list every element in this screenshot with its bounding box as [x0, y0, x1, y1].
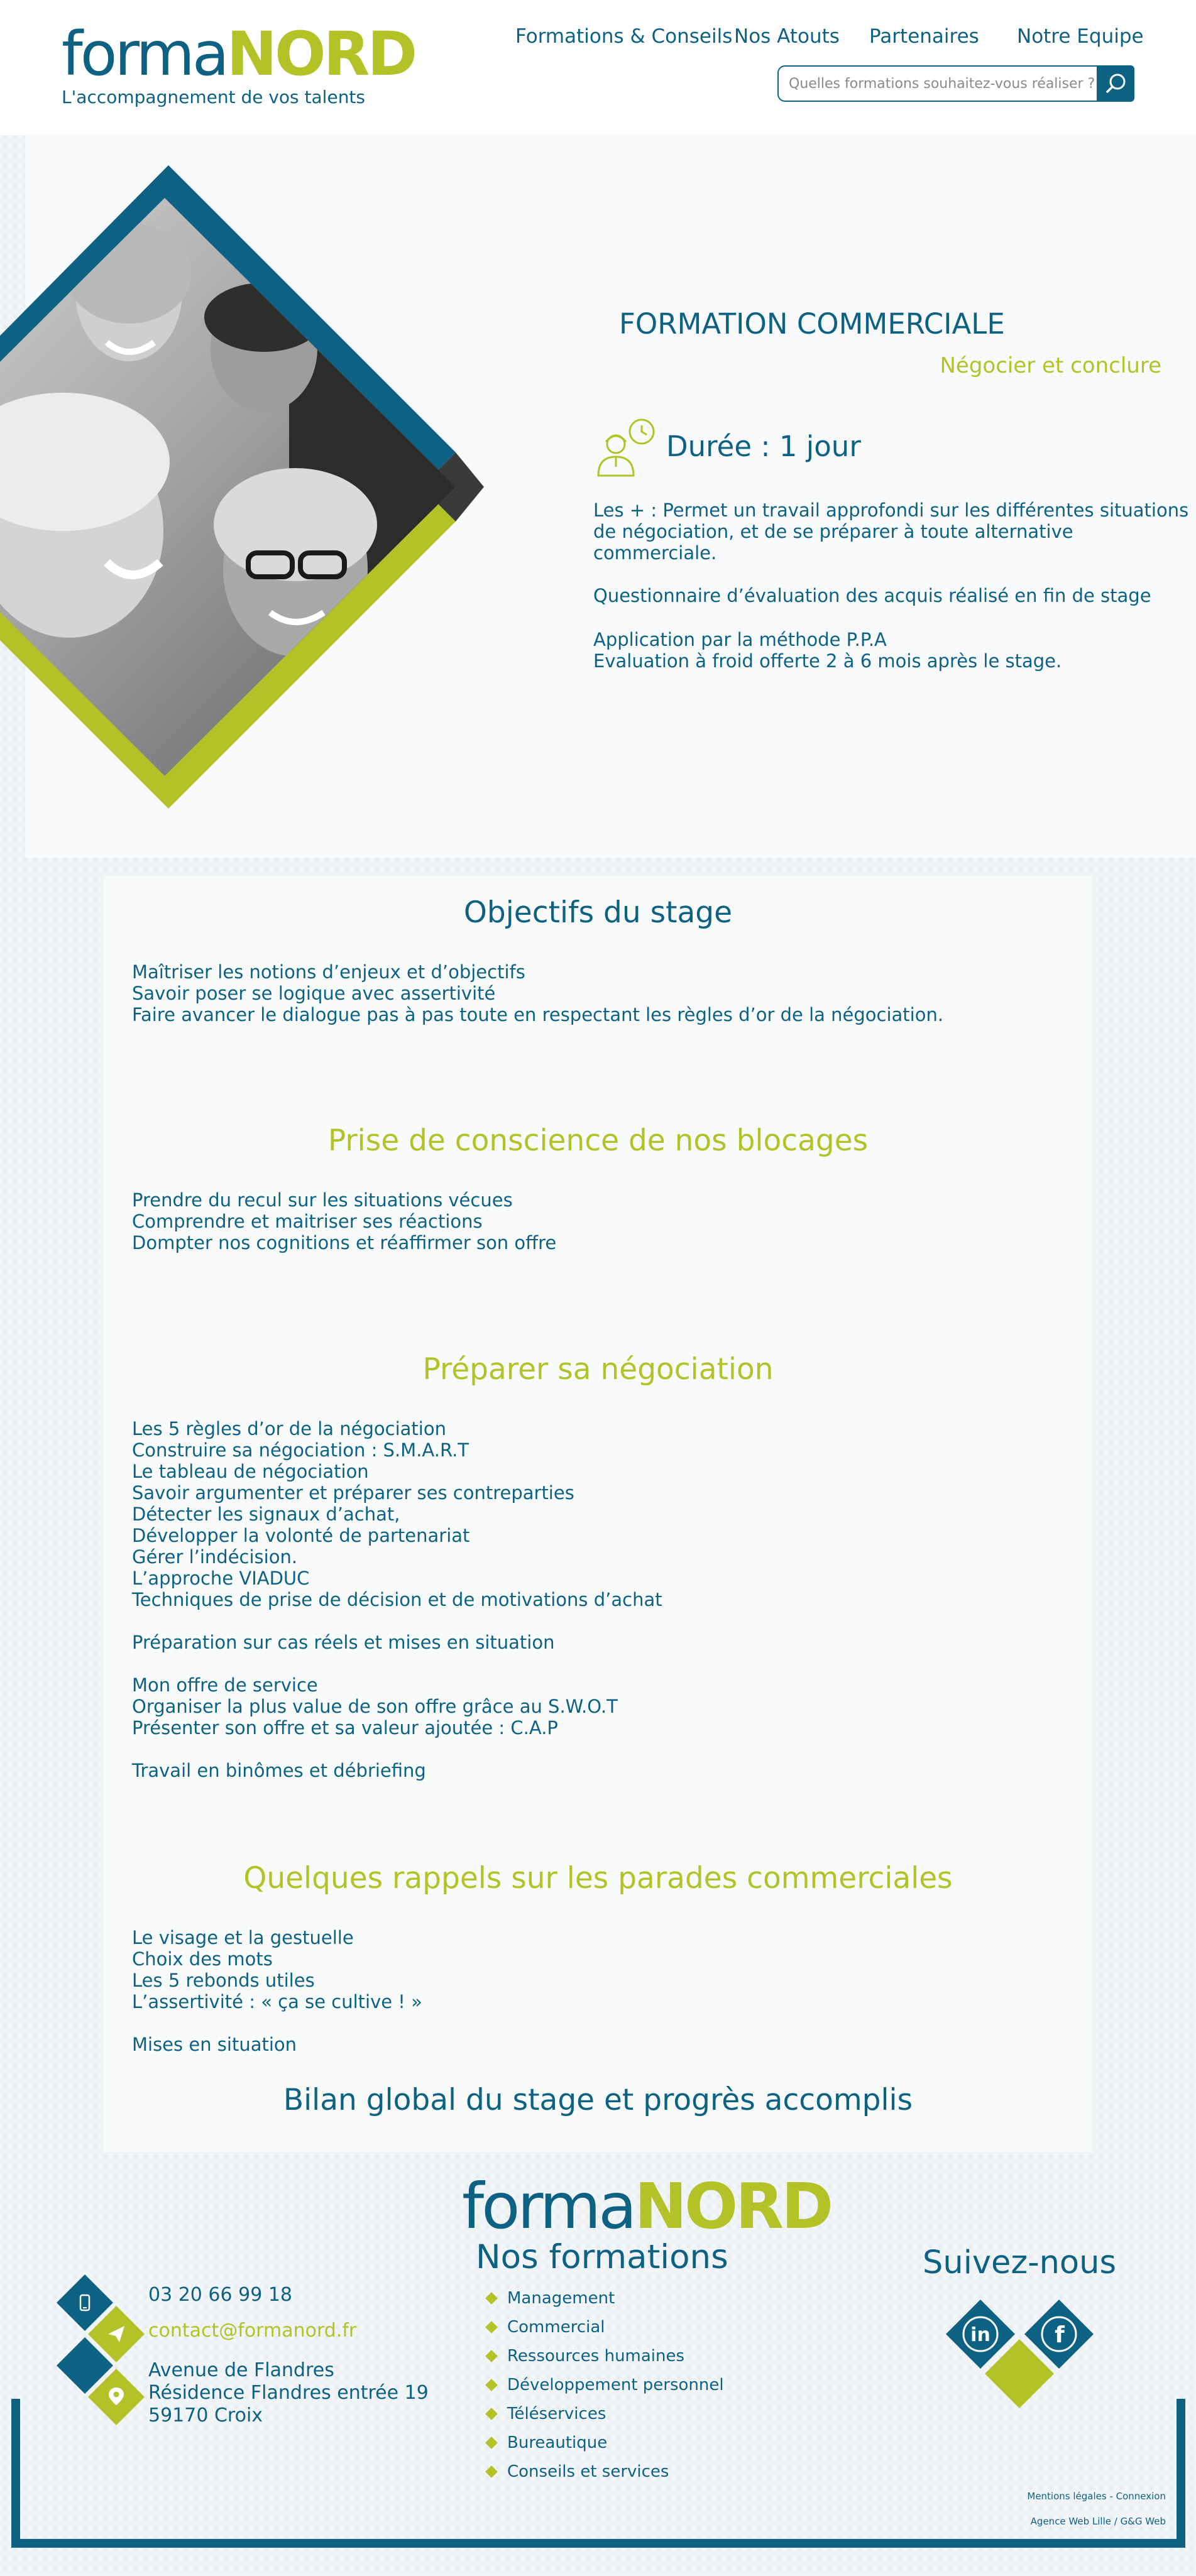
- list-item: Construire sa négociation : S.M.A.R.T: [132, 1439, 469, 1461]
- contact-diamonds: [53, 2274, 148, 2425]
- list-item: Présenter son offre et sa valeur ajoutée : C.A.P: [132, 1717, 558, 1738]
- list-item: Les 5 rebonds utiles: [132, 1970, 315, 1991]
- nav-partenaires[interactable]: Partenaires: [869, 25, 979, 48]
- linkedin-link[interactable]: [958, 2312, 1002, 2356]
- hero-text-questionnaire: Questionnaire d’évaluation des acquis réalisé en fin de stage: [593, 585, 1151, 606]
- list-item: Le visage et la gestuelle: [132, 1927, 354, 1948]
- facebook-link[interactable]: [1037, 2312, 1081, 2356]
- footer-follow-title: Suivez-nous: [923, 2244, 1117, 2281]
- hero-text-plus-3: commerciale.: [593, 542, 717, 564]
- bullet-icon: [485, 2465, 498, 2478]
- list-item: Faire avancer le dialogue pas à pas toute en respectant les règles d’or de la négociation.: [132, 1004, 944, 1025]
- facebook-icon: [1037, 2312, 1081, 2356]
- footer-formations-list: [487, 2284, 724, 2486]
- svg-text:f: f: [1055, 2322, 1065, 2348]
- section-blocages-list: [132, 1189, 556, 1253]
- list-item: L’assertivité : « ça se cultive ! »: [132, 1991, 422, 2012]
- section-objectifs-title: Objectifs du stage: [463, 895, 733, 930]
- search-button[interactable]: [1097, 65, 1134, 102]
- list-item: Mon offre de service: [132, 1674, 318, 1696]
- location-icon: [106, 2386, 127, 2407]
- site-logo[interactable]: formaNORD: [62, 19, 415, 89]
- list-item: Détecter les signaux d’achat,: [132, 1504, 400, 1525]
- footer-logo[interactable]: formaNORD: [462, 2169, 831, 2243]
- phone-icon: [75, 2293, 94, 2312]
- hero-text-plus-1: Les + : Permet un travail approfondi sur les différentes situations: [593, 499, 1189, 521]
- hero-photo-diamond: [0, 160, 497, 858]
- list-item: Comprendre et maitriser ses réactions: [132, 1211, 483, 1232]
- bullet-icon: [485, 2437, 498, 2449]
- search-input[interactable]: [779, 67, 1098, 101]
- list-item: Savoir poser se logique avec assertivité: [132, 983, 496, 1004]
- footer-link-commercial[interactable]: Commercial: [487, 2313, 724, 2342]
- bullet-icon: [485, 2408, 498, 2420]
- footer-address: [148, 2359, 429, 2427]
- hero-text-ppa: Application par la méthode P.P.A: [593, 629, 887, 650]
- footer-link-teleservices[interactable]: Téléservices: [487, 2399, 724, 2428]
- hero-text-evaluation: Evaluation à froid offerte 2 à 6 mois après le stage.: [593, 650, 1062, 672]
- nav-nos-atouts[interactable]: Nos Atouts: [734, 25, 840, 48]
- list-item: Techniques de prise de décision et de motivations d’achat: [132, 1589, 662, 1610]
- footer-link-management[interactable]: Management: [487, 2284, 724, 2313]
- footer-link-rh[interactable]: Ressources humaines: [487, 2342, 724, 2371]
- bullet-icon: [485, 2321, 498, 2333]
- section-blocages-title: Prise de conscience de nos blocages: [327, 1123, 869, 1158]
- list-item: Mises en situation: [132, 2034, 297, 2055]
- list-item: Dompter nos cognitions et réaffirmer son offre: [132, 1232, 557, 1253]
- svg-text:in: in: [970, 2324, 990, 2346]
- hero-text-plus-2: de négociation, et de se préparer à toute alternative: [593, 521, 1073, 542]
- search-icon: [1097, 65, 1134, 102]
- section-preparer-list: [132, 1418, 662, 1781]
- site-tagline: L'accompagnement de vos talents: [62, 87, 365, 107]
- list-item: Maîtriser les notions d’enjeux et d’objectifs: [132, 961, 525, 983]
- nav-notre-equipe[interactable]: Notre Equipe: [1017, 25, 1144, 48]
- footer-link-bureautique[interactable]: Bureautique: [487, 2428, 724, 2457]
- footer-link-dev-perso[interactable]: Développement personnel: [487, 2371, 724, 2399]
- list-item: Prendre du recul sur les situations vécues: [132, 1189, 513, 1211]
- section-bilan-title: Bilan global du stage et progrès accomplis: [283, 2083, 913, 2117]
- list-item: Le tableau de négociation: [132, 1461, 369, 1482]
- list-item: Travail en binômes et débriefing: [132, 1760, 426, 1781]
- section-objectifs-list: [132, 961, 943, 1025]
- list-item: Organiser la plus value de son offre grâce au S.W.O.T: [132, 1696, 618, 1717]
- site-header: [0, 0, 1196, 135]
- address-line: Résidence Flandres entrée 19: [148, 2382, 429, 2404]
- footer-formations-title: Nos formations: [476, 2238, 728, 2276]
- nav-formations-conseils[interactable]: Formations & Conseils: [515, 25, 733, 48]
- search-box: [777, 65, 1098, 102]
- list-item: Savoir argumenter et préparer ses contreparties: [132, 1482, 574, 1504]
- footer-link-conseils[interactable]: Conseils et services: [487, 2457, 724, 2486]
- list-item: Choix des mots: [132, 1948, 273, 1970]
- hero-subtitle: Négocier et conclure: [940, 353, 1161, 378]
- list-item: L’approche VIADUC: [132, 1568, 310, 1589]
- section-rappels-title: Quelques rappels sur les parades commerciales: [243, 1861, 953, 1896]
- footer-email[interactable]: contact@formanord.fr: [148, 2320, 357, 2342]
- list-item: Les 5 règles d’or de la négociation: [132, 1418, 446, 1439]
- address-line: Avenue de Flandres: [148, 2359, 334, 2381]
- bullet-icon: [485, 2292, 498, 2305]
- bullet-icon: [485, 2379, 498, 2391]
- send-icon: [106, 2323, 127, 2345]
- user-clock-icon: [593, 418, 657, 478]
- list-item: Gérer l’indécision.: [132, 1546, 298, 1568]
- hero-title: FORMATION COMMERCIALE: [619, 307, 1005, 341]
- footer-frame-right: [1177, 2399, 1185, 2548]
- footer-phone[interactable]: 03 20 66 99 18: [148, 2284, 293, 2306]
- linkedin-icon: [958, 2312, 1002, 2356]
- list-item: Développer la volonté de partenariat: [132, 1525, 470, 1546]
- address-line: 59170 Croix: [148, 2404, 263, 2426]
- list-item: Préparation sur cas réels et mises en situation: [132, 1632, 555, 1653]
- footer-frame-left: [11, 2399, 20, 2548]
- section-rappels-list: [132, 1927, 422, 2055]
- footer-agency-credit[interactable]: Agence Web Lille / G&G Web: [1030, 2516, 1166, 2527]
- bullet-icon: [485, 2350, 498, 2362]
- section-preparer-title: Préparer sa négociation: [422, 1352, 774, 1387]
- footer-frame-bottom: [11, 2539, 1185, 2548]
- footer-legal-links[interactable]: Mentions légales - Connexion: [1027, 2491, 1166, 2502]
- hero-duration: Durée : 1 jour: [666, 430, 861, 463]
